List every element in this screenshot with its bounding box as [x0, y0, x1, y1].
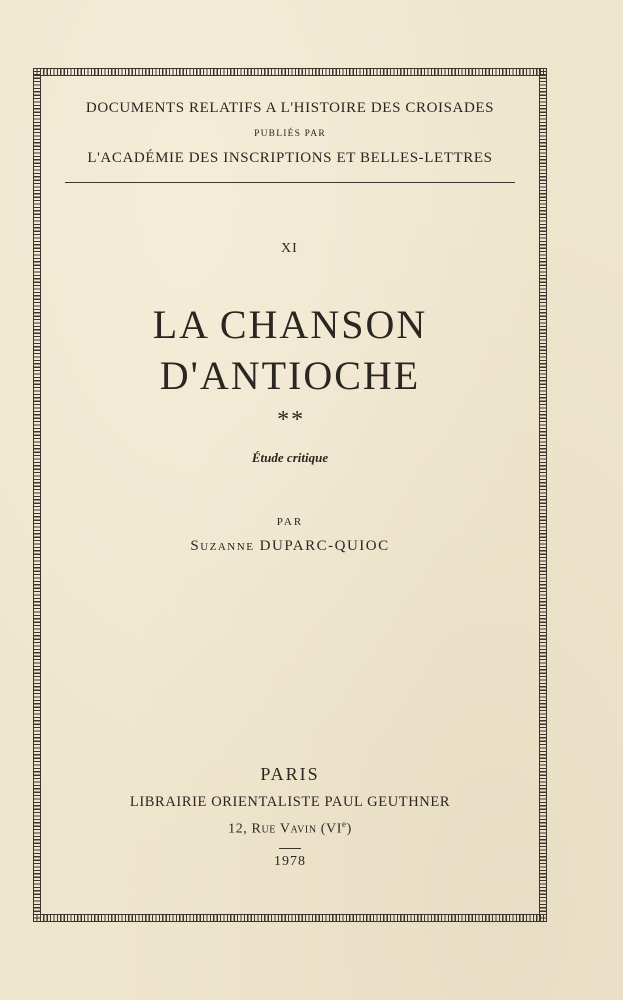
address-street: Rue Vavin	[251, 821, 317, 837]
border-right-rule	[539, 68, 547, 922]
author-first-name: Suzanne	[190, 538, 255, 554]
imprint-city: PARIS	[260, 764, 320, 784]
address-arrondissement: (VI	[320, 821, 343, 837]
imprint-year: 1978	[274, 854, 306, 869]
series-divider	[65, 182, 515, 183]
border-left-rule	[33, 68, 41, 922]
author-by-label: PAR	[276, 516, 304, 528]
series-academy: L'ACADÉMIE DES INSCRIPTIONS ET BELLES-LETTRES	[87, 150, 493, 166]
address-number: 12,	[228, 821, 252, 837]
volume-number: XI	[281, 241, 298, 256]
series-published-by: PUBLIÉS PAR	[254, 129, 326, 139]
book-subtitle: Étude critique	[251, 450, 329, 465]
address-arrondissement-sup: e	[342, 819, 347, 829]
border-bottom-rule	[33, 914, 547, 922]
part-marker: **	[276, 407, 304, 433]
address-arrondissement-close: )	[346, 821, 352, 837]
title-page-content	[41, 76, 539, 914]
border-top-rule	[33, 68, 547, 76]
author-last-name: DUPARC-QUIOC	[259, 538, 390, 554]
imprint-publisher: LIBRAIRIE ORIENTALISTE PAUL GEUTHNER	[129, 794, 451, 810]
author-name	[41, 538, 539, 555]
imprint-address	[41, 819, 539, 838]
year-divider	[279, 848, 301, 849]
book-title-line-1: LA CHANSON	[152, 302, 428, 347]
series-title: DOCUMENTS RELATIFS A L'HISTOIRE DES CROISADES	[85, 100, 495, 116]
book-title-line-2: D'ANTIOCHE	[159, 353, 421, 398]
